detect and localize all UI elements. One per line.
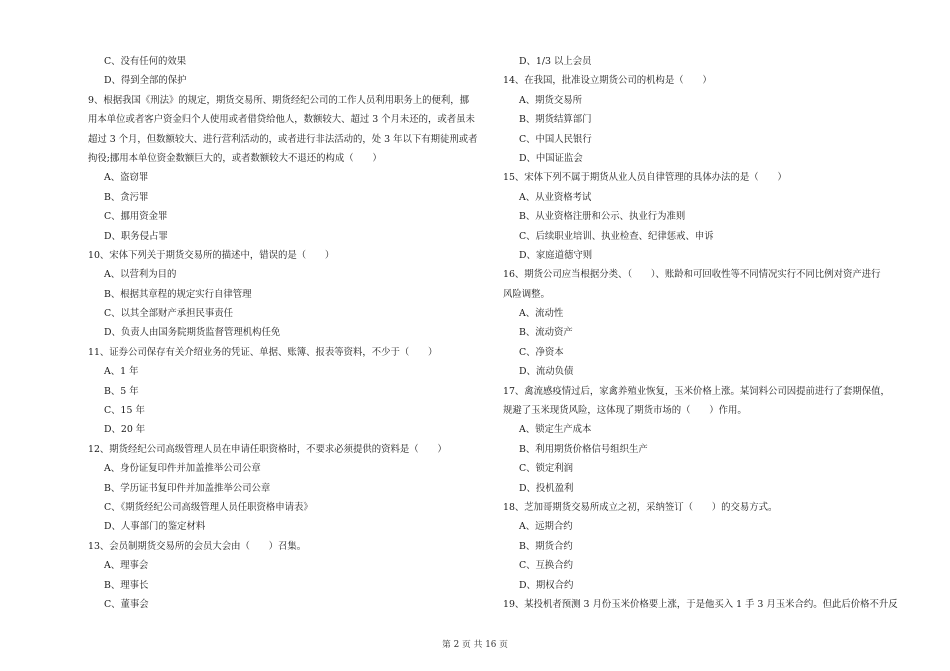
- answer-option: A、理事会: [104, 560, 149, 572]
- answer-option: B、利用期货价格信号组织生产: [519, 443, 648, 455]
- answer-option: D、中国证监会: [519, 152, 583, 164]
- answer-option: C、中国人民银行: [519, 133, 592, 145]
- answer-option: A、1 年: [104, 366, 139, 378]
- question-stem: 17、禽流感疫情过后，家禽养殖业恢复，玉米价格上涨。某饲料公司因提前进行了套期保值，: [503, 385, 890, 397]
- question-stem-continuation: 规避了玉米现货风险，这体现了期货市场的（ ）作用。: [503, 405, 747, 417]
- answer-option: A、流动性: [519, 308, 564, 320]
- answer-option: C、互换合约: [519, 560, 574, 572]
- answer-option: A、锁定生产成本: [519, 424, 592, 436]
- answer-option: B、学历证书复印件并加盖推举公司公章: [104, 482, 271, 494]
- answer-option: C、董事会: [104, 598, 149, 610]
- question-stem-continuation: 拘役;挪用本单位资金数额巨大的，或者数额较大不退还的构成（ ）: [88, 152, 382, 164]
- right-column: [503, 52, 903, 614]
- answer-option: A、盗窃罪: [104, 172, 149, 184]
- answer-option: A、从业资格考试: [519, 191, 592, 203]
- question-stem: 9、根据我国《刑法》的规定，期货交易所、期货经纪公司的工作人员利用职务上的便利，挪: [88, 94, 469, 106]
- question-stem: 13、会员制期货交易所的会员大会由（ ）召集。: [88, 540, 307, 552]
- question-stem-continuation: 风险调整。: [503, 288, 550, 300]
- question-stem: 19、某投机者预测 3 月份玉米价格要上涨，于是他买入 1 手 3 月玉米合约。但此后价格不升反: [503, 598, 898, 610]
- question-stem: 12、期货经纪公司高级管理人员在申请任职资格时，不要求必须提供的资料是（ ）: [88, 443, 447, 455]
- question-stem: 14、在我国，批准设立期货公司的机构是（ ）: [503, 75, 712, 87]
- answer-option: B、理事长: [104, 579, 149, 591]
- question-stem-continuation: 超过 3 个月，但数额较大、进行营利活动的，或者进行非法活动的，处 3 年以下有期徒刑或者: [88, 133, 478, 145]
- answer-option: B、5 年: [104, 385, 139, 397]
- question-stem: 11、证券公司保存有关介绍业务的凭证、单据、账簿、报表等资料，不少于（ ）: [88, 346, 438, 358]
- question-stem-continuation: 用本单位或者客户资金归个人使用或者借贷给他人，数额较大、超过 3 个月未还的，或者虽未: [88, 114, 475, 126]
- answer-option: B、从业资格注册和公示、执业行为准则: [519, 211, 686, 223]
- answer-option: D、人事部门的鉴定材料: [104, 521, 206, 533]
- answer-option: C、15 年: [104, 405, 145, 417]
- answer-option: C、《期货经纪公司高级管理人员任职资格申请表》: [104, 501, 313, 513]
- question-stem: 15、宋体下列不属于期货从业人员自律管理的具体办法的是（ ）: [503, 172, 787, 184]
- answer-option: D、负责人由国务院期货监督管理机构任免: [104, 327, 281, 339]
- answer-option: D、投机盈利: [519, 482, 574, 494]
- answer-option: A、期货交易所: [519, 94, 583, 106]
- answer-option: B、根据其章程的规定实行自律管理: [104, 288, 252, 300]
- left-column: [88, 52, 500, 614]
- question-stem: 18、芝加哥期货交易所成立之初，采纳签订（ ）的交易方式。: [503, 501, 778, 513]
- answer-option: B、期货结算部门: [519, 114, 592, 126]
- answer-option: D、期权合约: [519, 579, 574, 591]
- question-stem: 10、宋体下列关于期货交易所的描述中，错误的是（ ）: [88, 249, 335, 261]
- answer-option: D、职务侵占罪: [104, 230, 168, 242]
- answer-option: B、流动资产: [519, 327, 573, 339]
- answer-option: D、流动负债: [519, 366, 574, 378]
- question-stem: 16、期货公司应当根据分类、（ ）、账龄和可回收性等不同情况实行不同比例对资产进行: [503, 269, 881, 281]
- answer-option: C、净资本: [519, 346, 564, 358]
- answer-option: B、贪污罪: [104, 191, 149, 203]
- answer-option: A、身份证复印件并加盖推举公司公章: [104, 463, 261, 475]
- answer-option: C、后续职业培训、执业检查、纪律惩戒、申诉: [519, 230, 714, 242]
- answer-option: C、没有任何的效果: [104, 56, 187, 67]
- answer-option: D、家庭道德守则: [519, 249, 593, 261]
- answer-option: A、以营利为目的: [104, 269, 177, 281]
- page-footer: 第 2 页 共 16 页: [442, 640, 508, 650]
- answer-option: C、挪用资金罪: [104, 211, 168, 223]
- answer-option: D、得到全部的保护: [104, 75, 187, 87]
- answer-option: B、期货合约: [519, 540, 573, 552]
- answer-option: C、锁定利润: [519, 463, 574, 475]
- answer-option: C、以其全部财产承担民事责任: [104, 308, 234, 320]
- answer-option: A、远期合约: [519, 521, 573, 533]
- answer-option: D、1/3 以上会员: [519, 56, 592, 67]
- answer-option: D、20 年: [104, 424, 146, 436]
